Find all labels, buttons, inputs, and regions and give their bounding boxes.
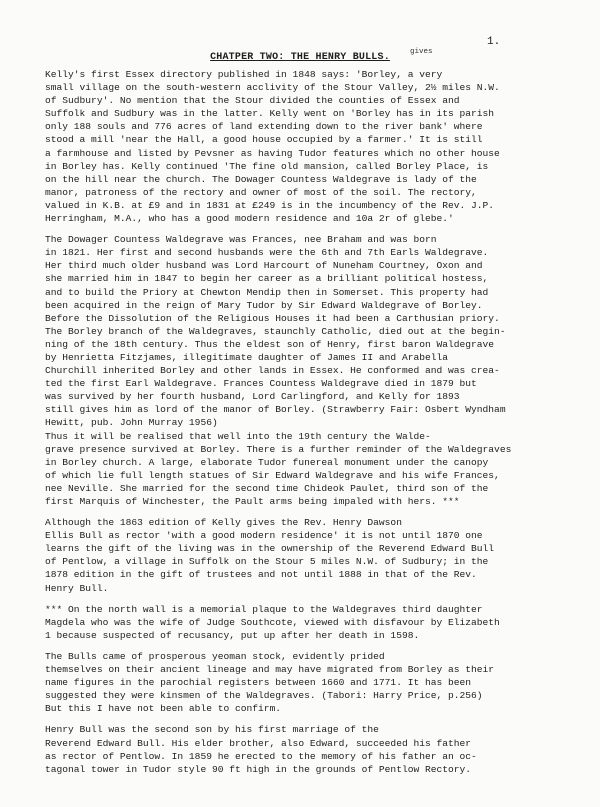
text-line: The Borley branch of the Waldegraves, staunchly Catholic, died out at the begin- bbox=[45, 325, 506, 337]
text-line: themselves on their ancient lineage and may have migrated from Borley as their bbox=[45, 664, 495, 676]
paragraph bbox=[45, 68, 575, 225]
text-line: Her third much older husband was Lord Harcourt of Nuneham Courtney, Oxon and bbox=[45, 260, 483, 272]
text-line: 1 because suspected of recusancy, put up after her death in 1598. bbox=[45, 629, 420, 641]
text-line: *** On the north wall is a memorial plaque to the Waldegraves third daughter bbox=[45, 603, 483, 615]
paragraph-gap bbox=[45, 715, 575, 723]
text-line: in 1821. Her first and second husbands were the 6th and 7th Earls Waldegrave. bbox=[45, 247, 489, 259]
text-line: a farmhouse and listed by Pevsner as having Tudor features which no other house bbox=[45, 147, 500, 159]
margin-insert: gives bbox=[410, 48, 433, 56]
text-line: Thus it will be realised that well into the 19th century the Walde- bbox=[45, 430, 431, 442]
paragraph-gap bbox=[45, 508, 575, 516]
text-line: Churchill inherited Borley and other lands in Essex. He conformed and was crea- bbox=[45, 365, 500, 377]
text-line: ning of the 18th century. Thus the eldest son of Henry, first baron Waldegrave bbox=[45, 338, 495, 350]
text-line: 1878 edition in the gift of trustees and not until 1888 in that of the Rev. bbox=[45, 569, 477, 581]
paragraph bbox=[45, 233, 575, 416]
text-line: of Pentlow, a village in Suffolk on the Stour 5 miles N.W. of Sudbury; in the bbox=[45, 556, 489, 568]
text-line: But this I have not been able to confirm. bbox=[45, 703, 282, 715]
text-line: small village on the south-western acclivity of the Stour Valley, 2½ miles N.W. bbox=[45, 82, 500, 94]
text-line: been acquired in the reign of Mary Tudor by Sir Edward Waldegrave of Borley. bbox=[45, 299, 483, 311]
paragraph bbox=[45, 650, 575, 715]
text-line: grave presence survived at Borley. There is a further reminder of the Waldegraves bbox=[45, 443, 512, 455]
text-line: as rector of Pentlow. In 1859 he erected to the memory of his father an oc- bbox=[45, 750, 477, 762]
chapter-title bbox=[0, 52, 600, 63]
text-line: valued in K.B. at £9 and in 1831 at £249 is in the incumbency of the Rev. J.P. bbox=[45, 199, 495, 211]
paragraph bbox=[45, 516, 575, 595]
text-line: of which lie full length statues of Sir Edward Waldegrave and his wife Frances, bbox=[45, 469, 500, 481]
text-line: was survived by her fourth husband, Lord Carlingford, and Kelly for 1893 bbox=[45, 391, 460, 403]
text-line: Ellis Bull as rector 'with a good modern residence' it is not until 1870 one bbox=[45, 530, 483, 542]
text-line: stood a mill 'near the Hall, a good house occupied by a farmer.' It is still bbox=[45, 134, 483, 146]
paragraph bbox=[45, 416, 575, 508]
text-line: on the hill near the church. The Dowager Countess Waldegrave is lady of the bbox=[45, 173, 477, 185]
text-line: Reverend Edward Bull. His elder brother, also Edward, succeeded his father bbox=[45, 737, 472, 749]
paragraph-gap bbox=[45, 595, 575, 603]
text-line: tagonal tower in Tudor style 90 ft high in the grounds of Pentlow Rectory. bbox=[45, 763, 472, 775]
text-line: learns the gift of the living was in the ownership of the Reverend Edward Bull bbox=[45, 543, 495, 555]
paragraph-gap bbox=[45, 225, 575, 233]
text-line: Herringham, M.A., who has a good modern residence and 10a 2r of glebe.' bbox=[45, 213, 454, 225]
paragraph bbox=[45, 603, 575, 642]
text-line: Magdela who was the wife of Judge Southcote, viewed with disfavour by Elizabeth bbox=[45, 616, 500, 628]
paragraph-gap bbox=[45, 642, 575, 650]
text-line: still gives him as lord of the manor of Borley. (Strawberry Fair: Osbert Wyndham bbox=[45, 404, 506, 416]
text-line: Henry Bull was the second son by his first marriage of the bbox=[45, 724, 379, 736]
paragraph bbox=[45, 723, 575, 775]
text-line: suggested they were kinsmen of the Waldegraves. (Tabori: Harry Price, p.256) bbox=[45, 690, 483, 702]
text-line: manor, patroness of the rectory and owner of most of the soil. The rectory, bbox=[45, 186, 477, 198]
text-line: Before the Dissolution of the Religious Houses it had been a Carthusian priory. bbox=[45, 312, 500, 324]
chapter-title-text: CHATPER TWO: THE HENRY BULLS. bbox=[210, 52, 390, 63]
text-line: by Henrietta Fitzjames, illegitimate daughter of James II and Arabella bbox=[45, 351, 449, 363]
text-line: Suffolk and Sudbury was in the latter. Kelly went on 'Borley has in its parish bbox=[45, 108, 495, 120]
text-line: The Bulls came of prosperous yeoman stock, evidently prided bbox=[45, 650, 385, 662]
page-number: 1. bbox=[487, 36, 501, 48]
text-line: only 188 souls and 776 acres of land extending down to the river bank' where bbox=[45, 121, 483, 133]
text-line: Although the 1863 edition of Kelly gives the Rev. Henry Dawson bbox=[45, 517, 402, 529]
text-line: ted the first Earl Waldegrave. Frances Countess Waldegrave died in 1879 but bbox=[45, 378, 477, 390]
text-line: Hewitt, pub. John Murray 1956) bbox=[45, 417, 218, 429]
text-line: nee Neville. She married for the second time Chideok Paulet, third son of the bbox=[45, 482, 489, 494]
text-line: she married him in 1847 to begin her career as a brilliant political hostess, bbox=[45, 273, 489, 285]
text-line: of Sudbury'. No mention that the Stour divided the counties of Essex and bbox=[45, 95, 460, 107]
document-body bbox=[45, 68, 575, 776]
text-line: Henry Bull. bbox=[45, 582, 109, 594]
text-line: The Dowager Countess Waldegrave was Frances, nee Braham and was born bbox=[45, 234, 437, 246]
text-line: in Borley has. Kelly continued 'The fine old mansion, called Borley Place, is bbox=[45, 160, 489, 172]
text-line: name figures in the parochial registers between 1660 and 1771. It has been bbox=[45, 677, 472, 689]
text-line: Kelly's first Essex directory published in 1848 says: 'Borley, a very bbox=[45, 69, 443, 80]
text-line: in Borley church. A large, elaborate Tudor funereal monument under the canopy bbox=[45, 456, 489, 468]
text-line: and to build the Priory at Chewton Mendip then in Somerset. This property had bbox=[45, 286, 489, 298]
text-line: first Marquis of Winchester, the Pault arms being impaled with hers. *** bbox=[45, 496, 460, 507]
